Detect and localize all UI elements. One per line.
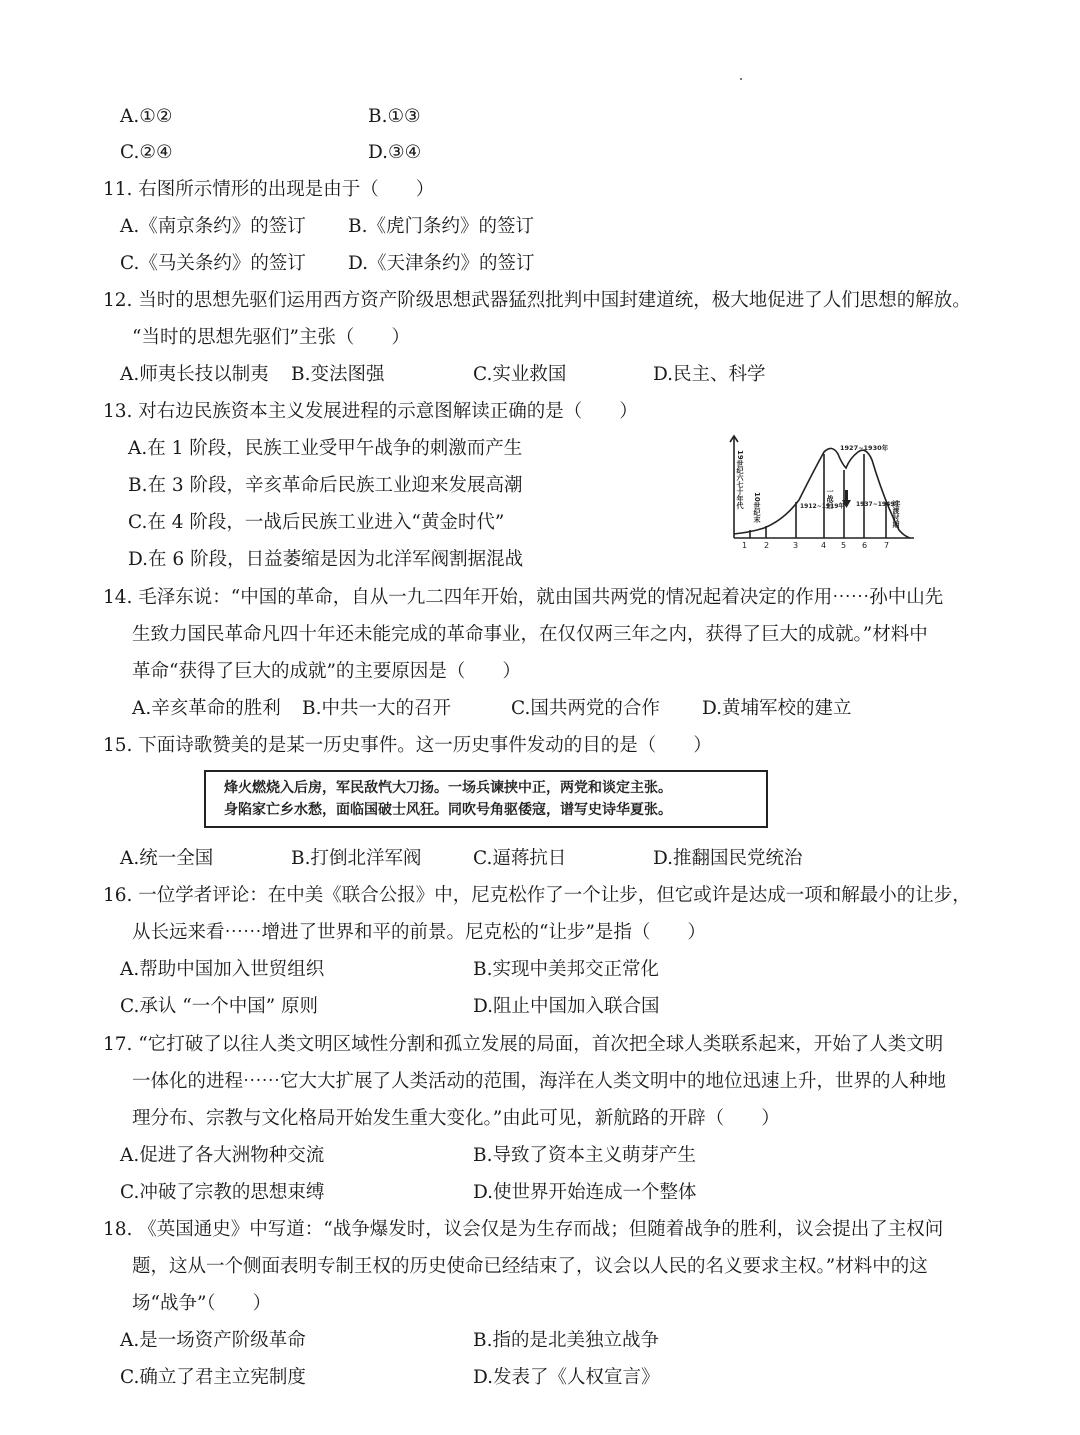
q14-stem-line2: 生致力国民革命凡四十年还未能完成的革命事业，在仅仅两三年之内，获得了巨大的成就。”材料中 [132, 624, 928, 645]
q10-option-a[interactable]: A.①② [120, 106, 173, 127]
q17-stem-line1: 17. “它打破了以往人类文明区域性分割和孤立发展的局面，首次把全球人类联系起来，开始了人类文明 [103, 1034, 944, 1055]
q13-development-diagram [724, 430, 924, 550]
diagram-label-1927: 1927~1930年 [840, 444, 889, 452]
q14-option-d[interactable]: D.黄埔军校的建立 [702, 698, 852, 719]
q16-stem-line2: 从长远来看⋯⋯增进了世界和平的前景。尼克松的“让步”是指（ ） [132, 922, 706, 943]
q13-option-b[interactable]: B.在 3 阶段，辛亥革命后民族工业迎来发展高潮 [128, 475, 523, 496]
q12-option-d[interactable]: D.民主、科学 [653, 364, 766, 385]
q11-stem: 11. 右图所示情形的出现是由于（ ） [103, 179, 435, 200]
q18-option-c[interactable]: C.确立了君主立宪制度 [120, 1367, 306, 1388]
q14-option-c[interactable]: C.国共两党的合作 [511, 698, 660, 719]
q11-option-a[interactable]: A.《南京条约》的签订 [120, 216, 306, 237]
q14-option-b[interactable]: B.中共一大的召开 [302, 698, 451, 719]
q14-option-a[interactable]: A.辛亥革命的胜利 [132, 698, 281, 719]
q16-stem-line1: 16. 一位学者评论：在中美《联合公报》中，尼克松作了一个让步，但它或许是达成一项和解最小的让步， [103, 885, 971, 906]
q12-option-b[interactable]: B.变法图强 [291, 364, 385, 385]
diagram-label-transition: 过渡时期 [892, 500, 900, 528]
diagram-tick-6: 6 [862, 541, 868, 550]
q14-stem-line3: 革命“获得了巨大的成就”的主要原因是（ ） [132, 661, 521, 682]
q11-option-d[interactable]: D.《天津条约》的签订 [348, 253, 535, 274]
q18-stem-line1: 18. 《英国通史》中写道：“战争爆发时，议会仅是为生存而战；但随着战争的胜利，议会提出了主权问 [103, 1219, 944, 1240]
q12-stem-line1: 12. 当时的思想先驱们运用西方资产阶级思想武器猛烈批判中国封建道统，极大地促进了人们思想的解放。 [103, 290, 971, 311]
diagram-tick-2: 2 [764, 541, 770, 550]
q15-poem-line2: 身陷家亡乡水愁，面临国破士风狂。同吹号角驱倭寇，谱写史诗华夏张。 [224, 802, 672, 818]
q15-poem-box [204, 770, 768, 828]
diagram-tick-1: 1 [742, 541, 748, 550]
diagram-tick-4: 4 [821, 541, 827, 550]
q11-option-c[interactable]: C.《马关条约》的签订 [120, 253, 306, 274]
diagram-tick-7: 7 [884, 541, 890, 550]
q17-option-d[interactable]: D.使世界开始连成一个整体 [473, 1182, 697, 1203]
q15-poem-line1: 烽火燃烧入后房，军民敌忾大刀扬。一场兵谏挟中正，两党和谈定主张。 [224, 780, 672, 796]
q18-stem-line3: 场“战争”（ ） [132, 1293, 272, 1314]
diagram-label-1912: 1912~1919年 [800, 503, 845, 510]
q17-option-a[interactable]: A.促进了各大洲物种交流 [120, 1145, 325, 1166]
q15-option-b[interactable]: B.打倒北洋军阀 [291, 848, 422, 869]
q18-option-b[interactable]: B.指的是北美独立战争 [473, 1330, 659, 1351]
q17-stem-line3: 理分布、宗教与文化格局开始发生重大变化。”由此可见，新航路的开辟（ ） [132, 1108, 780, 1129]
q17-option-c[interactable]: C.冲破了宗教的思想束缚 [120, 1182, 325, 1203]
q15-option-c[interactable]: C.逼蒋抗日 [473, 848, 567, 869]
diagram-tick-3: 3 [793, 541, 799, 550]
q15-option-a[interactable]: A.统一全国 [120, 848, 214, 869]
q14-stem-line1: 14. 毛泽东说：“中国的革命，自从一九二四年开始，就由国共两党的情况起着决定的作用⋯⋯孙中山先 [103, 587, 944, 608]
scan-speck [740, 78, 742, 80]
diagram-label-ww1: 一战后 [826, 488, 834, 509]
q16-option-b[interactable]: B.实现中美邦交正常化 [473, 959, 659, 980]
q16-option-c[interactable]: C.承认 “一个中国” 原则 [120, 996, 319, 1017]
q17-option-b[interactable]: B.导致了资本主义萌芽产生 [473, 1145, 696, 1166]
q13-option-c[interactable]: C.在 4 阶段，一战后民族工业进入“黄金时代” [128, 512, 505, 533]
q12-stem-line2: “当时的思想先驱们”主张（ ） [132, 327, 410, 348]
diagram-label-19th: 19世纪六七十年代 [736, 450, 744, 509]
diagram-tick-5: 5 [841, 541, 847, 550]
diagram-label-10: 10世纪末 [753, 492, 761, 523]
q12-option-c[interactable]: C.实业救国 [473, 364, 567, 385]
q15-stem: 15. 下面诗歌赞美的是某一历史事件。这一历史事件发动的目的是（ ） [103, 735, 712, 756]
q11-option-b[interactable]: B.《虎门条约》的签订 [348, 216, 534, 237]
q18-stem-line2: 题，这从一个侧面表明专制王权的历史使命已经结束了，议会以人民的名义要求主权。”材料中的这 [132, 1256, 928, 1277]
q17-stem-line2: 一体化的进程⋯⋯它大大扩展了人类活动的范围，海洋在人类文明中的地位迅速上升，世界的人种地 [132, 1071, 947, 1092]
q13-stem: 13. 对右边民族资本主义发展进程的示意图解读正确的是（ ） [103, 401, 638, 422]
q13-option-d[interactable]: D.在 6 阶段，日益萎缩是因为北洋军阀割据混战 [128, 549, 524, 570]
q18-option-a[interactable]: A.是一场资产阶级革命 [120, 1330, 306, 1351]
q10-option-b[interactable]: B.①③ [368, 106, 421, 127]
q18-option-d[interactable]: D.发表了《人权宣言》 [473, 1367, 660, 1388]
q12-option-a[interactable]: A.师夷长技以制夷 [120, 364, 269, 385]
q16-option-d[interactable]: D.阻止中国加入联合国 [473, 996, 660, 1017]
diagram-label-1937: 1937~1949年 [856, 501, 901, 508]
q10-option-c[interactable]: C.②④ [120, 142, 173, 163]
q15-option-d[interactable]: D.推翻国民党统治 [653, 848, 803, 869]
q16-option-a[interactable]: A.帮助中国加入世贸组织 [120, 959, 325, 980]
q13-option-a[interactable]: A.在 1 阶段，民族工业受甲午战争的刺激而产生 [128, 438, 523, 459]
q10-option-d[interactable]: D.③④ [368, 142, 422, 163]
